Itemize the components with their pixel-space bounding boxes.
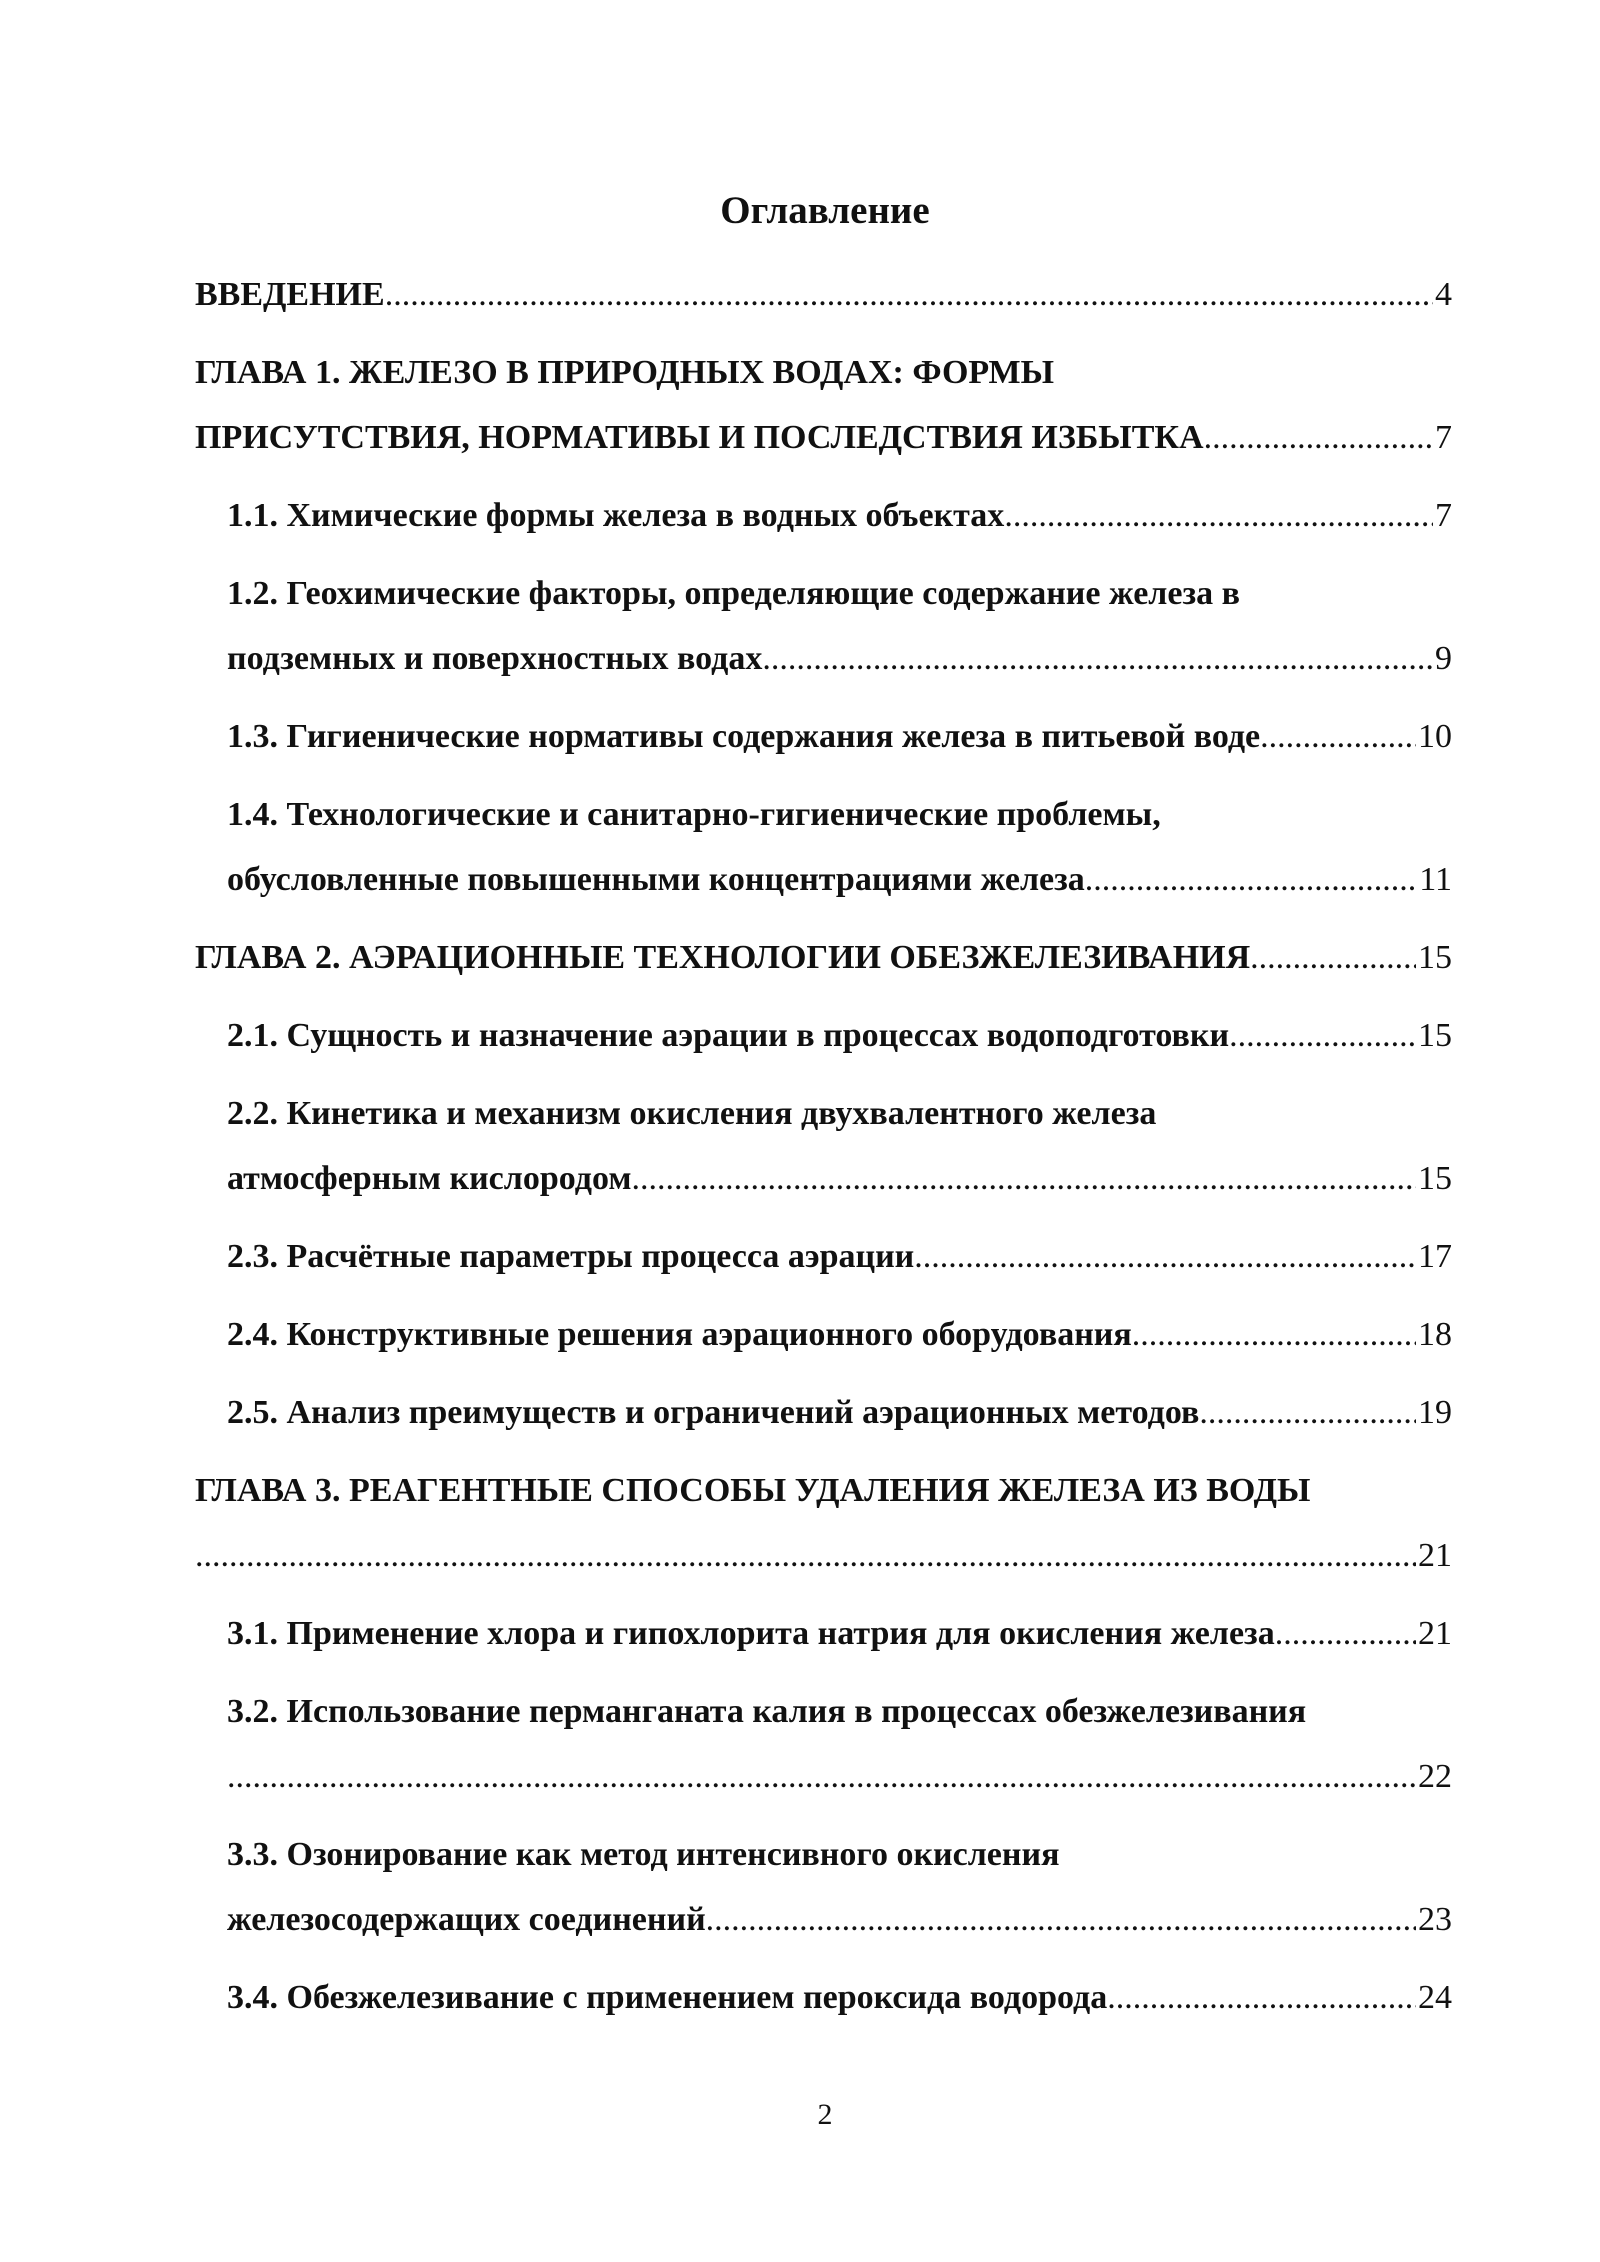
toc-entry[interactable] — [195, 1965, 1452, 2030]
toc-entry[interactable] — [195, 561, 1452, 691]
toc-page-number: 23 — [1418, 1901, 1452, 1938]
toc-entry[interactable] — [195, 340, 1452, 470]
toc-entry[interactable] — [195, 1224, 1452, 1289]
toc-page-number: 11 — [1419, 861, 1452, 898]
toc-entry[interactable] — [195, 1458, 1452, 1588]
toc-leader-dots — [1132, 1302, 1416, 1367]
toc-entry[interactable] — [195, 1822, 1452, 1952]
toc-entry-text-line1: ГЛАВА 1. ЖЕЛЕЗО В ПРИРОДНЫХ ВОДАХ: ФОРМЫ — [195, 354, 1054, 391]
toc-entry-text-line1: ГЛАВА 3. РЕАГЕНТНЫЕ СПОСОБЫ УДАЛЕНИЯ ЖЕЛЕЗА ИЗ ВОДЫ — [195, 1472, 1311, 1509]
page-number: 2 — [817, 2098, 833, 2131]
toc-page-number: 10 — [1418, 718, 1452, 755]
toc-page-number: 15 — [1418, 1160, 1452, 1197]
toc-entry-text: ВВЕДЕНИЕ — [195, 276, 385, 313]
toc-entry-text: 2.5. Анализ преимуществ и ограничений аэрационных методов — [227, 1394, 1200, 1431]
toc-entry-text-line1: 2.2. Кинетика и механизм окисления двухвалентного железа — [227, 1095, 1157, 1132]
toc-entry-text: обусловленные повышенными концентрациями железа — [227, 861, 1085, 898]
toc-leader-dots — [1004, 483, 1433, 548]
toc-entry-text: атмосферным кислородом — [227, 1160, 632, 1197]
toc-entry-text-line1: 1.4. Технологические и санитарно-гигиенические проблемы, — [227, 796, 1161, 833]
toc-leader-dots — [1275, 1601, 1416, 1666]
toc-entry[interactable] — [195, 782, 1452, 912]
toc-page-number: 19 — [1418, 1394, 1452, 1431]
toc-page-number: 22 — [1418, 1758, 1452, 1795]
toc-leader-dots — [195, 1523, 1416, 1588]
toc-leader-dots — [1260, 704, 1416, 769]
toc-leader-dots — [1085, 847, 1417, 912]
toc-page-number: 18 — [1418, 1316, 1452, 1353]
toc-entry[interactable] — [195, 483, 1452, 548]
toc-page-number: 15 — [1418, 939, 1452, 976]
toc-entry-text: 3.1. Применение хлора и гипохлорита натрия для окисления железа — [227, 1615, 1275, 1652]
toc-entry-text: подземных и поверхностных водах — [227, 640, 763, 677]
toc-entry[interactable] — [195, 1003, 1452, 1068]
toc-title: Оглавление — [720, 189, 930, 232]
toc-entry-text: 2.3. Расчётные параметры процесса аэрации — [227, 1238, 915, 1275]
toc-entry[interactable] — [195, 1679, 1452, 1809]
toc-entry-text: ГЛАВА 2. АЭРАЦИОННЫЕ ТЕХНОЛОГИИ ОБЕЗЖЕЛЕЗИВАНИЯ — [195, 939, 1251, 976]
toc-page-number: 7 — [1435, 419, 1452, 456]
toc-entry[interactable] — [195, 1380, 1452, 1445]
toc-page-number: 9 — [1435, 640, 1452, 677]
toc-page-number: 21 — [1418, 1615, 1452, 1652]
toc-leader-dots — [1107, 1965, 1416, 2030]
toc-page-number: 17 — [1418, 1238, 1452, 1275]
toc-leader-dots — [1229, 1003, 1416, 1068]
toc-leader-dots — [227, 1744, 1416, 1809]
toc-leader-dots — [706, 1887, 1416, 1952]
toc-entry-text: 1.1. Химические формы железа в водных объектах — [227, 497, 1005, 534]
toc-entry[interactable] — [195, 1081, 1452, 1211]
table-of-contents — [195, 262, 1452, 2043]
toc-leader-dots — [762, 626, 1433, 691]
toc-leader-dots — [1204, 405, 1433, 470]
toc-page-number: 7 — [1435, 497, 1452, 534]
toc-entry-text: 2.1. Сущность и назначение аэрации в процессах водоподготовки — [227, 1017, 1230, 1054]
toc-page-number: 24 — [1418, 1979, 1452, 2016]
toc-entry-text: 2.4. Конструктивные решения аэрационного оборудования — [227, 1316, 1132, 1353]
toc-entry[interactable] — [195, 1302, 1452, 1367]
toc-leader-dots — [914, 1224, 1416, 1289]
toc-leader-dots — [1250, 925, 1416, 990]
toc-entry-text-line1: 1.2. Геохимические факторы, определяющие содержание железа в — [227, 575, 1240, 612]
toc-leader-dots — [1199, 1380, 1416, 1445]
toc-entry-text: ПРИСУТСТВИЯ, НОРМАТИВЫ И ПОСЛЕДСТВИЯ ИЗБЫТКА — [195, 419, 1204, 456]
toc-entry-text: 3.4. Обезжелезивание с применением пероксида водорода — [227, 1979, 1108, 2016]
toc-leader-dots — [631, 1146, 1416, 1211]
toc-page-number: 15 — [1418, 1017, 1452, 1054]
toc-entry-text: 1.3. Гигиенические нормативы содержания железа в питьевой воде — [227, 718, 1261, 755]
toc-entry[interactable] — [195, 1601, 1452, 1666]
toc-entry-text: железосодержащих соединений — [227, 1901, 706, 1938]
toc-entry[interactable] — [195, 925, 1452, 990]
toc-entry-text-line1: 3.3. Озонирование как метод интенсивного окисления — [227, 1836, 1060, 1873]
toc-page-number: 4 — [1435, 276, 1452, 313]
toc-leader-dots — [385, 262, 1433, 327]
toc-entry-text-line1: 3.2. Использование перманганата калия в процессах обезжелезивания — [227, 1693, 1307, 1730]
toc-entry[interactable] — [195, 262, 1452, 327]
toc-page-number: 21 — [1418, 1537, 1452, 1574]
toc-entry[interactable] — [195, 704, 1452, 769]
